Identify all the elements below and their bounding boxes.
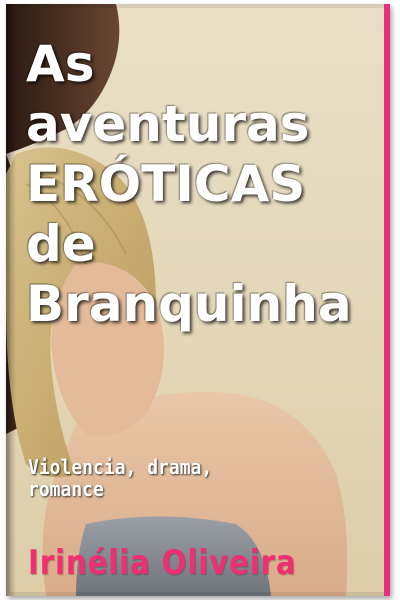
title-line: aventuras [26, 95, 310, 153]
title-line: de [26, 215, 96, 273]
spine-shadow [6, 4, 16, 596]
title-line: ERÓTICAS [26, 155, 306, 213]
subtitle-line: romance [28, 477, 104, 501]
title-line: As [26, 35, 95, 93]
book-title [26, 34, 386, 334]
book-cover [6, 4, 390, 596]
title-line: Branquinha [26, 275, 352, 333]
book-author: Irinélia Oliveira [28, 543, 297, 583]
subtitle-line: Violencia, drama, [28, 455, 213, 479]
book-subtitle [28, 456, 325, 500]
cover-edge-accent [384, 4, 390, 596]
